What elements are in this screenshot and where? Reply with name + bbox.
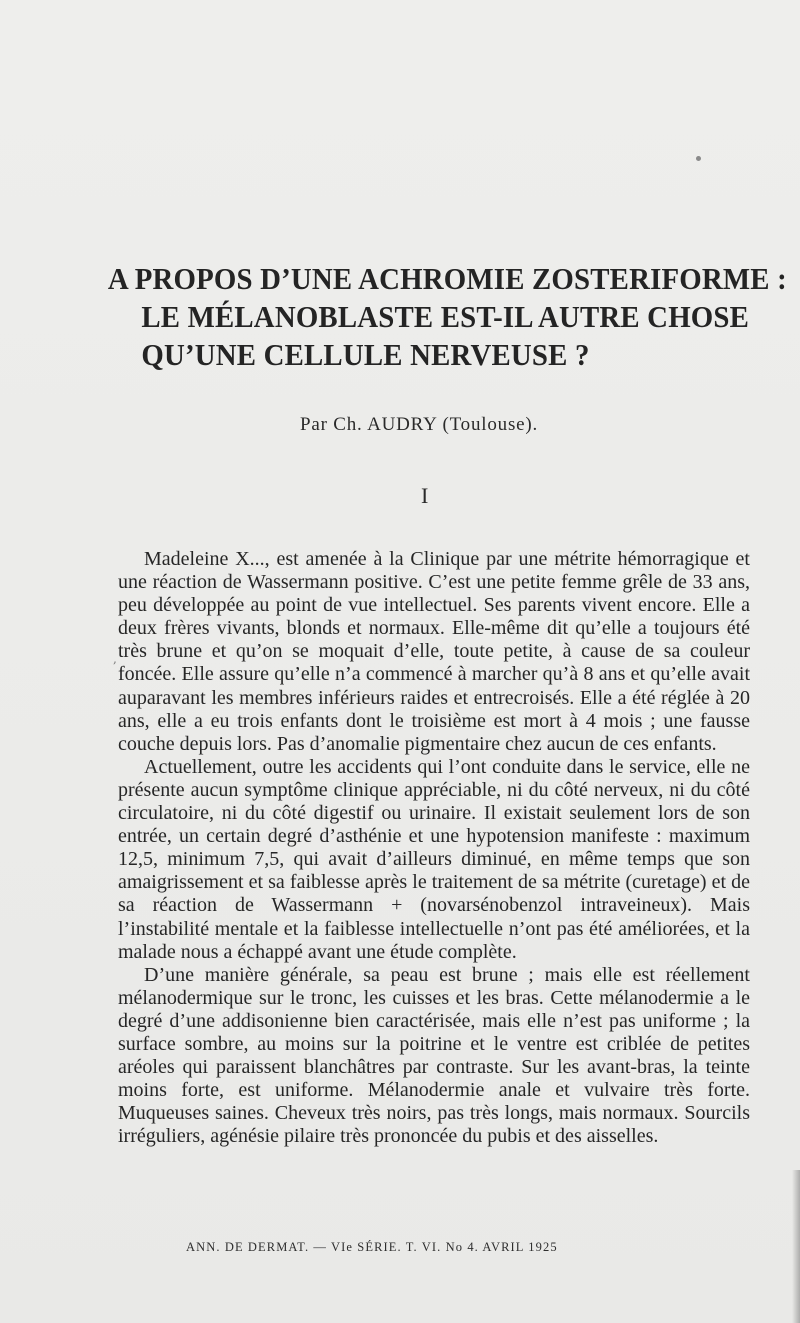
section-number: I — [421, 483, 429, 508]
paragraph-1: Madeleine X..., est amenée à la Clinique par une métrite hémorragique et une réaction de Wassermann positive. C’est une petite femme grêle de 33 ans, peu développée au point de vue intellectuel. Ses parents vivent encore. Elle a deux frères vivants, blonds et normaux. Elle-même dit qu’elle a toujours été très brune et qu’on se moquait d’elle, toute petite, à cause de sa couleur foncée. Elle assure qu’elle n’a commencé à marcher qu’à 8 ans et qu’elle avait auparavant les membres inférieurs raides et entrecroisés. Elle a été réglée à 20 ans, elle a eu trois enfants dont le troisième est mort à 4 mois ; une fausse couche depuis lors. Pas d’anomalie pigmentaire chez aucun de ces enfants. — [118, 548, 750, 755]
title-line-1: A PROPOS D’UNE ACHROMIE ZOSTERIFORME : — [107, 261, 787, 296]
title-line-2: LE MÉLANOBLASTE EST-IL AUTRE CHOSE — [141, 299, 750, 334]
article-body — [118, 548, 750, 1148]
ink-speck — [696, 156, 701, 161]
article-title — [0, 260, 787, 374]
journal-footer: ANN. DE DERMAT. — VIe SÉRIE. T. VI. No 4. AVRIL 1925 — [186, 1240, 558, 1254]
paragraph-2: Actuellement, outre les accidents qui l’ont conduite dans le service, elle ne présente aucun symptôme clinique appréciable, ni du côté nerveux, ni du côté circulatoire, ni du côté digestif ou urinaire. Il existait seulement lors de son entrée, un certain degré d’asthénie et une hypotension manifeste : maximum 12,5, minimum 7,5, qui avait d’ailleurs diminué, en même temps que son amaigrissement et sa faiblesse après le traitement de sa métrite (curetage) et de sa réaction de Wassermann + (novarsénobenzol intraveineux). Mais l’instabilité mentale et la faiblesse intellectuelle n’ont pas été améliorées, et la malade nous a échappé avant une étude complète. — [118, 755, 750, 963]
paragraph-3: D’une manière générale, sa peau est brune ; mais elle est réellement mélanodermique sur le tronc, les cuisses et les bras. Cette mélanodermie a le degré d’une addisonienne bien caractérisée, mais elle n’est pas uniforme ; la surface sombre, au moins sur la poitrine et le ventre est criblée de petites aréoles qui paraissent blanchâtres par contraste. Sur les avant-bras, la teinte moins forte, est uniforme. Mélanodermie anale et vulvaire très forte. Muqueuses saines. Cheveux très noirs, pas très longs, mais normaux. Sourcils irréguliers, agénésie pilaire très prononcée du pubis et des aisselles. — [118, 963, 750, 1148]
margin-mark: , — [113, 652, 117, 666]
author-byline: Par Ch. AUDRY (Toulouse). — [300, 414, 539, 435]
page-edge-shadow — [792, 1170, 800, 1323]
title-line-3: QU’UNE CELLULE NERVEUSE ? — [141, 337, 590, 372]
